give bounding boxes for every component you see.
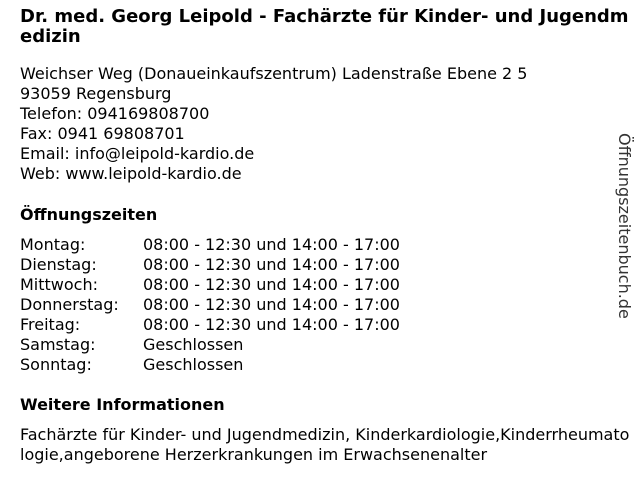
day-label: Donnerstag: bbox=[20, 295, 119, 314]
day-time: 08:00 - 12:30 und 14:00 - 17:00 bbox=[143, 235, 400, 254]
day-label: Freitag: bbox=[20, 315, 81, 334]
hours-row-wednesday bbox=[20, 275, 400, 295]
email-line: Email: info@leipold-kardio.de bbox=[20, 144, 255, 163]
address-line: Weichser Weg (Donaueinkaufszentrum) Ladenstraße Ebene 2 5 bbox=[20, 64, 528, 83]
hours-table bbox=[20, 235, 400, 375]
day-time: 08:00 - 12:30 und 14:00 - 17:00 bbox=[143, 255, 400, 274]
hours-row-saturday bbox=[20, 335, 400, 355]
web-line: Web: www.leipold-kardio.de bbox=[20, 164, 242, 183]
contact-block bbox=[20, 64, 527, 184]
day-label: Samstag: bbox=[20, 335, 96, 354]
day-time: Geschlossen bbox=[143, 335, 244, 354]
phone-line: Telefon: 094169808700 bbox=[20, 104, 210, 123]
city-line: 93059 Regensburg bbox=[20, 84, 172, 103]
hours-row-tuesday bbox=[20, 255, 400, 275]
day-time: 08:00 - 12:30 und 14:00 - 17:00 bbox=[143, 315, 400, 334]
day-label: Montag: bbox=[20, 235, 86, 254]
side-watermark-label: Öffnungszeitenbuch.de bbox=[615, 133, 634, 319]
day-label: Dienstag: bbox=[20, 255, 97, 274]
day-time: Geschlossen bbox=[143, 355, 244, 374]
page-title: Dr. med. Georg Leipold - Fachärzte für Kinder- und Jugendmedizin bbox=[20, 6, 629, 47]
fax-line: Fax: 0941 69808701 bbox=[20, 124, 185, 143]
info-text: Fachärzte für Kinder- und Jugendmedizin, Kinderkardiologie,Kinderrheumatologie,angeborene Herzerkrankungen im Erwachsenenalter bbox=[20, 425, 630, 464]
day-label: Sonntag: bbox=[20, 355, 92, 374]
hours-heading: Öffnungszeiten bbox=[20, 205, 158, 224]
hours-row-sunday bbox=[20, 355, 400, 375]
hours-row-monday bbox=[20, 235, 400, 255]
hours-row-friday bbox=[20, 315, 400, 335]
hours-row-thursday bbox=[20, 295, 400, 315]
day-label: Mittwoch: bbox=[20, 275, 98, 294]
info-heading: Weitere Informationen bbox=[20, 395, 225, 414]
day-time: 08:00 - 12:30 und 14:00 - 17:00 bbox=[143, 295, 400, 314]
day-time: 08:00 - 12:30 und 14:00 - 17:00 bbox=[143, 275, 400, 294]
